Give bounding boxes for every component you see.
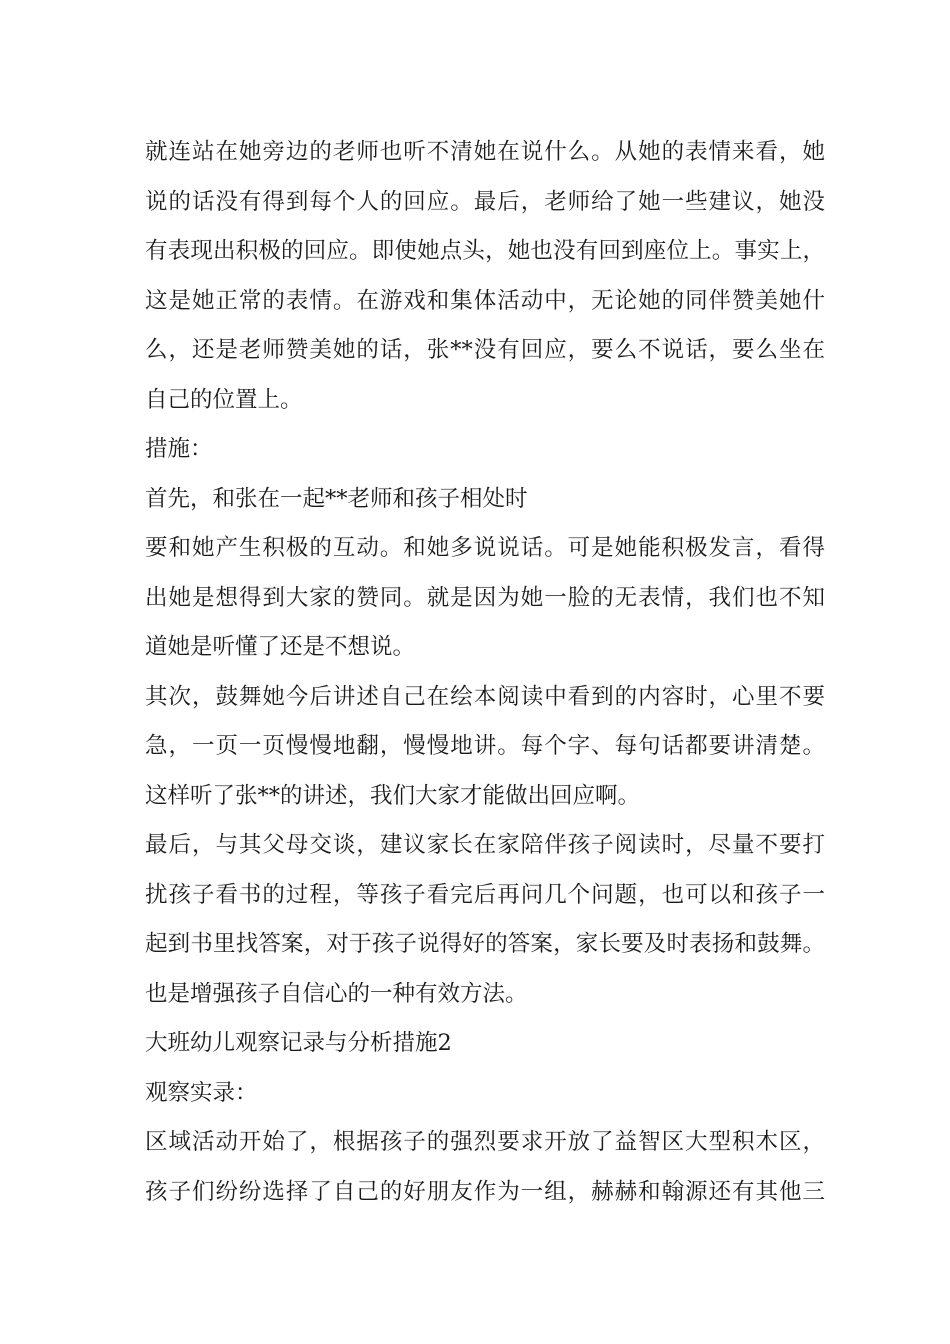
text-line: 么，还是老师赞美她的话，张**没有回应，要么不说话，要么坐在 bbox=[145, 337, 825, 363]
text-line: 首先，和张在一起**老师和孩子相处时 bbox=[145, 485, 528, 512]
text-line: 道她是听懂了还是不想说。 bbox=[145, 634, 416, 660]
text-line: 最后，与其父母交谈，建议家长在家陪伴孩子阅读时，尽量不要打 bbox=[145, 832, 825, 858]
body-text bbox=[145, 128, 825, 1217]
section-title: 大班幼儿观察记录与分析措施2 bbox=[145, 1030, 452, 1056]
text-line: 说的话没有得到每个人的回应。最后，老师给了她一些建议，她没 bbox=[145, 188, 825, 215]
section-heading: 观察实录： bbox=[145, 1079, 258, 1106]
text-line: 自己的位置上。 bbox=[145, 386, 303, 413]
text-line: 出她是想得到大家的赞同。就是因为她一脸的无表情，我们也不知 bbox=[145, 584, 825, 611]
text-line: 这样听了张**的讲述，我们大家才能做出回应啊。 bbox=[145, 782, 641, 809]
text-line: 这是她正常的表情。在游戏和集体活动中，无论她的同伴赞美她什 bbox=[145, 287, 825, 314]
text-line: 急，一页一页慢慢地翻，慢慢地讲。每个字、每句话都要讲清楚。 bbox=[145, 733, 825, 759]
text-line: 有表现出积极的回应。即使她点头，她也没有回到座位上。事实上， bbox=[145, 238, 825, 264]
text-line: 起到书里找答案，对于孩子说得好的答案，家长要及时表扬和鼓舞。 bbox=[145, 931, 825, 957]
text-line: 扰孩子看书的过程，等孩子看完后再问几个问题，也可以和孩子一 bbox=[145, 881, 825, 908]
text-line: 其次，鼓舞她今后讲述自己在绘本阅读中看到的内容时，心里不要 bbox=[145, 683, 825, 710]
text-line: 也是增强孩子自信心的一种有效方法。 bbox=[145, 980, 528, 1007]
text-line: 要和她产生积极的互动。和她多说说话。可是她能积极发言，看得 bbox=[145, 535, 825, 561]
text-line: 孩子们纷纷选择了自己的好朋友作为一组，赫赫和翰源还有其他三 bbox=[145, 1178, 825, 1205]
text-line: 区域活动开始了，根据孩子的强烈要求开放了益智区大型积木区， bbox=[145, 1129, 825, 1155]
section-heading: 措施： bbox=[145, 436, 213, 462]
text-line: 就连站在她旁边的老师也听不清她在说什么。从她的表情来看，她 bbox=[145, 139, 825, 165]
